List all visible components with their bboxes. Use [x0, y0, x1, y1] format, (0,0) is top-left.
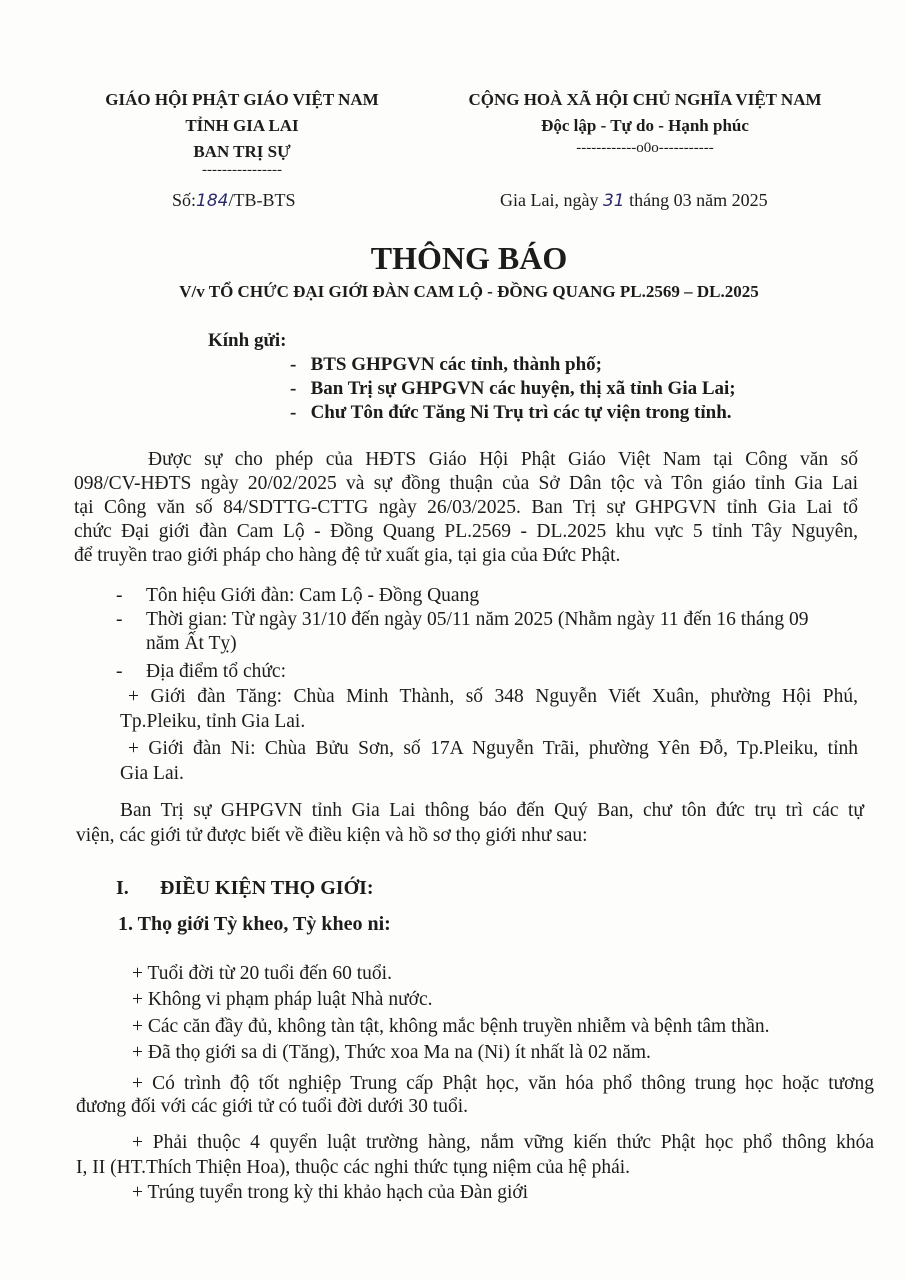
section-numeral: I.	[116, 877, 129, 899]
intro-line: tại Công văn số 84/SDTTG-CTTG ngày 26/03/2025. Ban Trị sự GHPGVN tỉnh Gia Lai tổ	[74, 497, 858, 518]
intro-line: để truyền trao giới pháp cho hàng đệ tử xuất gia, tại gia của Đức Phật.	[74, 545, 621, 566]
recipient-item: - Ban Trị sự GHPGVN các huyện, thị xã tỉnh Gia Lai;	[290, 378, 736, 399]
subsection-heading: 1. Thọ giới Tỳ kheo, Tỳ kheo ni:	[118, 913, 391, 935]
condition-item: + Không vi phạm pháp luật Nhà nước.	[132, 989, 433, 1010]
event-name: Tôn hiệu Giới đàn: Cam Lộ - Đồng Quang	[146, 585, 480, 606]
intro-line: 098/CV-HĐTS ngày 20/02/2025 và sự đồng thuận của Sở Dân tộc và Tôn giáo tỉnh Gia Lai	[74, 473, 858, 494]
dash-bullet: -	[116, 609, 123, 630]
notice-line: viện, các giới tử được biết về điều kiện và hồ sơ thọ giới như sau:	[76, 825, 588, 846]
issue-date	[500, 190, 768, 211]
doc-number-handwritten: 184	[196, 191, 229, 211]
section-heading: ĐIỀU KIỆN THỌ GIỚI:	[160, 877, 374, 899]
condition-item: + Có trình độ tốt nghiệp Trung cấp Phật học, văn hóa phổ thông trung học hoặc tương	[132, 1073, 874, 1094]
condition-item-continued: I, II (HT.Thích Thiện Hoa), thuộc các nghi thức tụng niệm của hệ phái.	[76, 1157, 631, 1178]
venue-nun-line2: Gia Lai.	[120, 763, 184, 784]
document-title: THÔNG BÁO	[370, 240, 568, 276]
doc-number-suffix: /TB-BTS	[228, 190, 296, 210]
date-prefix: Gia Lai, ngày	[500, 190, 599, 210]
condition-item: + Phải thuộc 4 quyển luật trường hàng, nắm vững kiến thức Phật học phổ thông khóa	[132, 1132, 874, 1153]
venue-monk-line2: Tp.Pleiku, tỉnh Gia Lai.	[120, 711, 306, 732]
doc-number	[172, 190, 295, 211]
recipient-item: - BTS GHPGVN các tỉnh, thành phố;	[290, 354, 602, 375]
org-name-line3: BAN TRỊ SỰ	[193, 142, 291, 161]
nation-line1: CỘNG HOÀ XÃ HỘI CHỦ NGHĨA VIỆT NAM	[468, 90, 822, 109]
intro-line: chức Đại giới đàn Cam Lộ - Đồng Quang PL.2569 - DL.2025 khu vực 5 tỉnh Tây Nguyên,	[74, 521, 858, 542]
condition-item-continued: đương đối với các giới tử có tuổi đời dưới 30 tuổi.	[76, 1096, 468, 1117]
date-day-handwritten: 31	[602, 191, 625, 211]
nation-motto: Độc lập - Tự do - Hạnh phúc	[541, 116, 749, 135]
venue-monk-line1: + Giới đàn Tăng: Chùa Minh Thành, số 348 Nguyễn Viết Xuân, phường Hội Phú,	[128, 686, 858, 707]
notice-line: Ban Trị sự GHPGVN tỉnh Gia Lai thông báo đến Quý Ban, chư tôn đức trụ trì các tự	[120, 800, 864, 821]
org-name-line2: TỈNH GIA LAI	[185, 116, 299, 135]
doc-number-prefix: Số:	[172, 190, 197, 210]
condition-item: + Trúng tuyển trong kỳ thi khảo hạch của Đàn giới	[132, 1182, 529, 1203]
dash-bullet: -	[116, 585, 123, 606]
condition-item: + Tuổi đời từ 20 tuổi đến 60 tuổi.	[132, 963, 392, 984]
event-time-line1: Thời gian: Từ ngày 31/10 đến ngày 05/11 năm 2025 (Nhằm ngày 11 đến 16 tháng 09	[146, 609, 809, 630]
event-time-line2: năm Ất Tỵ)	[146, 633, 237, 654]
recipients-label: Kính gửi:	[208, 330, 287, 351]
condition-item: + Đã thọ giới sa di (Tăng), Thức xoa Ma na (Ni) ít nhất là 02 năm.	[132, 1042, 651, 1063]
venue-label: Địa điểm tổ chức:	[146, 661, 286, 682]
nation-rule: ------------o0o-----------	[576, 140, 714, 156]
org-rule: ----------------	[202, 162, 282, 178]
dash-bullet: -	[116, 661, 123, 682]
recipient-item: - Chư Tôn đức Tăng Ni Trụ trì các tự viện trong tỉnh.	[290, 402, 732, 423]
date-suffix: tháng 03 năm 2025	[629, 190, 768, 210]
intro-line: Được sự cho phép của HĐTS Giáo Hội Phật Giáo Việt Nam tại Công văn số	[148, 449, 858, 470]
venue-nun-line1: + Giới đàn Ni: Chùa Bửu Sơn, số 17A Nguyễn Trãi, phường Yên Đỗ, Tp.Pleiku, tỉnh	[128, 738, 858, 759]
document-subject: V/v TỔ CHỨC ĐẠI GIỚI ĐÀN CAM LỘ - ĐỒNG QUANG PL.2569 – DL.2025	[179, 282, 759, 301]
condition-item: + Các căn đầy đủ, không tàn tật, không mắc bệnh truyền nhiễm và bệnh tâm thần.	[132, 1016, 770, 1037]
org-name-line1: GIÁO HỘI PHẬT GIÁO VIỆT NAM	[105, 90, 379, 109]
